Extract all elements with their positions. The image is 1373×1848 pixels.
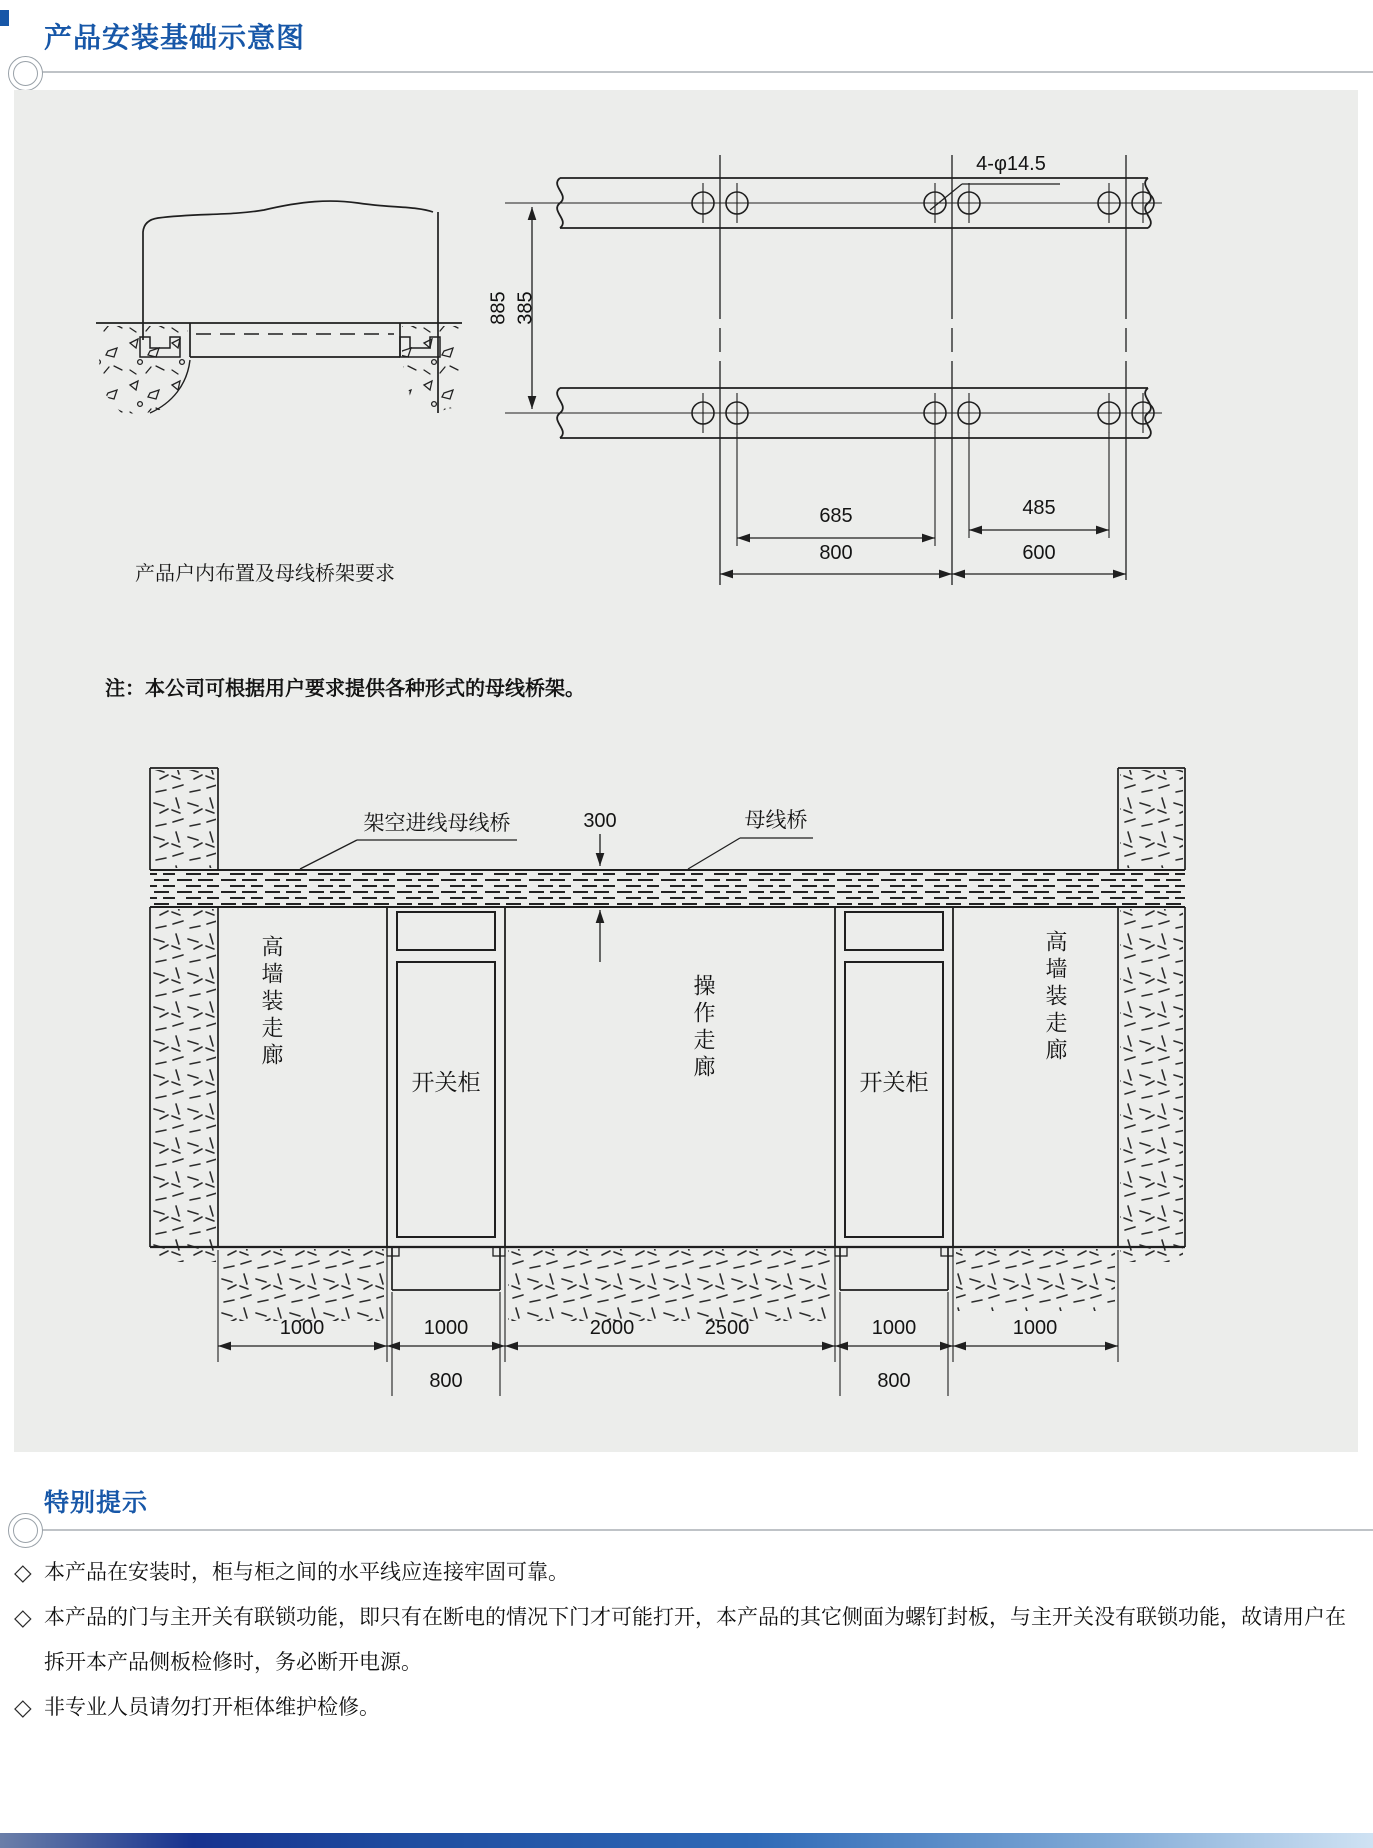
tip-text: 本产品的门与主开关有联锁功能，即只有在断电的情况下门才可能打开，本产品的其它侧面为螺钉封板，与主开关没有联锁功能，故请用户在拆开本产品侧板检修时，务必断开电源。 bbox=[44, 1606, 1346, 1674]
ground-hatch-middle bbox=[508, 1249, 832, 1321]
room-section-drawing bbox=[150, 768, 1185, 1396]
diagram-panel bbox=[14, 90, 1358, 1452]
dim-800-label: 800 bbox=[819, 542, 853, 564]
right-corridor-label: 高墙装走廊 bbox=[1043, 930, 1068, 1065]
dim-2000-label: 2000 bbox=[589, 1317, 635, 1339]
tip-item bbox=[14, 1550, 1365, 1595]
cabinet-outline bbox=[143, 201, 433, 340]
mounting-holes bbox=[692, 192, 1154, 424]
dim-485-label: 485 bbox=[1022, 497, 1056, 519]
cabinet1-label: 开关柜 bbox=[411, 1069, 481, 1095]
operation-corridor-label: 操作走廊 bbox=[691, 974, 716, 1082]
page-footer-gradient-bar bbox=[0, 1833, 1373, 1848]
wall-edges-top bbox=[150, 768, 1185, 870]
diagram-texts bbox=[105, 153, 1057, 1392]
diamond-bullet-icon: ◇ bbox=[14, 1559, 32, 1585]
bus-bridge-hatch bbox=[150, 872, 1185, 905]
hole-tick-lines bbox=[703, 183, 1143, 433]
tip-item bbox=[14, 1685, 1365, 1730]
dim-300-label: 300 bbox=[583, 810, 617, 832]
section-title-tips: 特别提示 bbox=[44, 1489, 149, 1517]
diamond-bullet-icon: ◇ bbox=[14, 1604, 32, 1630]
dim-600-label: 600 bbox=[1022, 542, 1056, 564]
diagram-note: 注：本公司可根据用户要求提供各种形式的母线桥架。 bbox=[105, 678, 585, 700]
foundation-section-drawing bbox=[96, 201, 462, 414]
dim-885-label: 885 bbox=[487, 291, 510, 325]
section-bullet-ring-icon bbox=[8, 56, 43, 91]
section-divider bbox=[38, 1529, 1373, 1531]
hole-callout-leader bbox=[930, 184, 1060, 210]
ground-hatch-left bbox=[221, 1249, 384, 1321]
bus-bridge-leader bbox=[688, 838, 813, 869]
dim-1000-left-corridor: 1000 bbox=[279, 1317, 325, 1339]
overhead-bridge-leader bbox=[300, 840, 517, 869]
cabinet-boundary-lines bbox=[720, 155, 1126, 585]
left-wall-hatch-top bbox=[152, 770, 216, 868]
tip-item bbox=[14, 1595, 1365, 1685]
installation-diagram bbox=[14, 90, 1358, 1452]
overhead-bridge-label: 架空进线母线桥 bbox=[363, 812, 511, 835]
dim-1000-right-cabinet: 1000 bbox=[871, 1317, 917, 1339]
diamond-bullet-icon: ◇ bbox=[14, 1694, 32, 1720]
dim-2500-label: 2500 bbox=[704, 1317, 750, 1339]
rail-edges bbox=[560, 178, 1148, 438]
tip-text: 本产品在安装时，柜与柜之间的水平线应连接牢固可靠。 bbox=[44, 1561, 569, 1584]
dim-800-pit-left: 800 bbox=[429, 1370, 463, 1392]
dim-1000-right-corridor: 1000 bbox=[1012, 1317, 1058, 1339]
extension-lines-rail-dims bbox=[737, 432, 1109, 546]
rail-centerlines bbox=[505, 203, 1162, 413]
left-corridor-label: 高墙装走廊 bbox=[259, 935, 284, 1070]
dim-685-label: 685 bbox=[819, 505, 853, 527]
tip-text: 非专业人员请勿打开柜体维护检修。 bbox=[44, 1696, 380, 1719]
right-wall-hatch bbox=[1120, 909, 1183, 1262]
right-wall-hatch-top bbox=[1120, 770, 1183, 868]
ground-hatch-right bbox=[956, 1249, 1115, 1311]
section-bullet-ring-icon bbox=[8, 1513, 43, 1548]
dim-385-label: 385 bbox=[514, 291, 537, 325]
dim-800-pit-right: 800 bbox=[877, 1370, 911, 1392]
special-tips-list bbox=[14, 1550, 1365, 1730]
left-wall-hatch bbox=[152, 909, 216, 1262]
bus-bridge-label: 母线桥 bbox=[744, 809, 808, 832]
cabinet2-label: 开关柜 bbox=[859, 1069, 929, 1095]
dim-1000-left-cabinet: 1000 bbox=[423, 1317, 469, 1339]
section-caption: 产品户内布置及母线桥架要求 bbox=[135, 563, 395, 585]
page-corner-accent bbox=[0, 10, 9, 26]
section-title-installation: 产品安装基础示意图 bbox=[44, 22, 306, 53]
foundation-slab bbox=[190, 323, 400, 357]
wall-edges-bottom bbox=[150, 907, 1185, 1247]
hole-callout-label: 4-φ14.5 bbox=[976, 153, 1046, 175]
section-divider bbox=[38, 71, 1373, 73]
